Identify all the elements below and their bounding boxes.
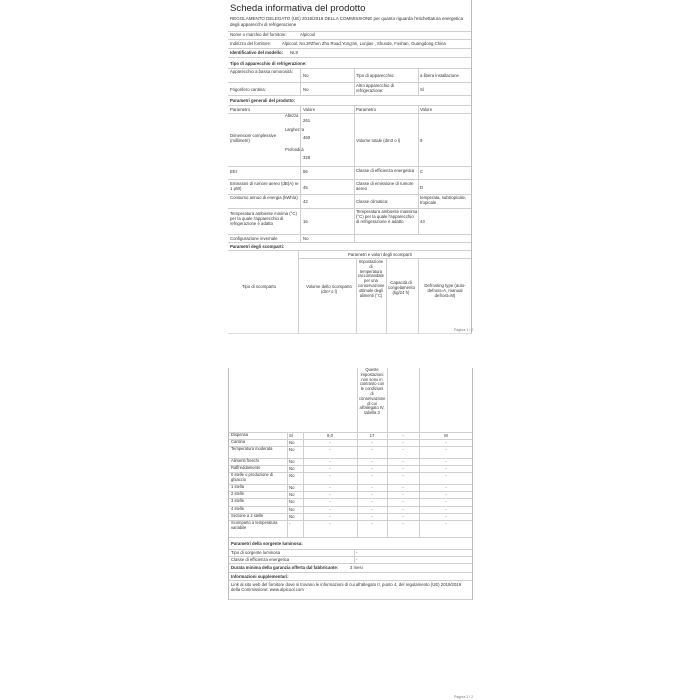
width-label: Larghezza [285, 127, 305, 132]
compartment-temp-cell: - [371, 485, 373, 490]
compartment-volume-cell: - [329, 440, 331, 445]
compartment-defrost-cell: - [445, 440, 447, 445]
compartment-temp-cell: - [371, 514, 373, 519]
wine-label: Frigorifero cantina: [230, 87, 266, 92]
compartment-defrost-cell: - [445, 466, 447, 471]
compartment-defrost-cell: - [445, 514, 447, 519]
compartment-volume-cell: - [329, 521, 331, 526]
compartment-volume-cell: - [329, 485, 331, 490]
height-value: 261 [303, 118, 311, 123]
defrost-header: Defrosting type (auto-defrost=A, manual defrost=M) [424, 283, 466, 299]
max-temp-label: Temperatura ambiente massima (°C) per la quale l'apparecchio di refrigerazione è adatto [356, 209, 418, 225]
compartment-present-cell: - [289, 521, 291, 526]
compartment-present-cell: No [289, 485, 295, 490]
compartment-temp-cell: - [371, 459, 373, 464]
page-2 [228, 368, 473, 600]
energy-class-value: C [420, 169, 424, 174]
supplier-name-value: Alpicool [300, 32, 316, 37]
consumption-value: 42 [303, 199, 308, 204]
volume-label: Volume totale (dm3 o l) [356, 138, 401, 143]
design-label: Tipo di apparecchio: [356, 73, 395, 78]
freeze-header: Capacità di congelamento (kg/24 h) [388, 280, 415, 296]
temp-header-cont: Queste impostazioni non sono in contrasto con le condizioni di conservazione di cui all'allegato IV, tabella 3 [359, 367, 386, 416]
compartment-name-cell: Cantina [231, 439, 246, 444]
compartment-temp-cell: - [371, 521, 373, 526]
max-temp-value: 43 [420, 219, 425, 224]
other-label: Altro apparecchio di refrigerazione: [356, 83, 394, 94]
compartment-name-cell: 3 stelle [231, 498, 244, 503]
col-param-2: Parametro [356, 107, 377, 112]
eei-label: EEI [230, 169, 237, 174]
compartments-subheading: Parametri e valori degli scomparti [348, 252, 412, 257]
compartment-name-cell: Temperatura moderata [231, 446, 273, 451]
winter-value: No [303, 236, 309, 241]
light-class-label: Classe di efficienza energetica [231, 557, 290, 562]
other-value: Sì [420, 87, 425, 92]
design-value: a libera installazione [420, 73, 459, 78]
low-noise-value: No [303, 73, 309, 78]
noise-label: Emissioni di rumore aereo (dB(A) re 1 pW) [230, 181, 299, 192]
compartment-volume-cell: - [329, 473, 331, 478]
width-value: 460 [303, 135, 311, 140]
compartment-present-cell: No [289, 492, 295, 497]
eei-value: 56 [303, 169, 308, 174]
min-temp-label: Temperatura ambiente minima (°C) per la quale l'apparecchio di refrigerazione è adatto [230, 211, 297, 227]
compartment-present-cell: No [289, 440, 295, 445]
volume-value: 9 [420, 138, 423, 143]
compartment-present-cell: No [289, 473, 295, 478]
noise-class-value: D [420, 185, 424, 190]
col-value-2: Valore [420, 107, 433, 112]
compartment-temp-cell: 17 [369, 433, 375, 438]
compartment-name-cell: Sezione a 2 stelle [231, 513, 264, 518]
compartment-defrost-cell: - [445, 473, 447, 478]
model-value: NL9 [290, 50, 298, 55]
page-number-2: Pagina 2 / 2 [454, 695, 474, 699]
compartment-temp-cell: - [371, 507, 373, 512]
compartment-name-cell: Dispensa [231, 432, 249, 437]
climate-value: temperata, subtropicale, tropicale [420, 195, 467, 206]
compartment-temp-cell: - [371, 466, 373, 471]
compartment-volume-cell: - [329, 459, 331, 464]
supplier-website-link[interactable]: www.alpicool.com [269, 587, 304, 593]
height-label: Altezza [285, 113, 299, 118]
energy-class-label: Classe di efficienza energetica [356, 168, 415, 173]
compartment-name-cell: Scomparto a temperatura variabile [231, 520, 278, 530]
light-type-label: Tipo di sorgente luminosa [231, 550, 281, 555]
compartment-volume-cell: 9,0 [327, 433, 333, 438]
compartment-volume-cell: - [329, 492, 331, 497]
compartment-temp-cell: - [371, 440, 373, 445]
min-temp-value: 16 [303, 219, 308, 224]
compartment-name-cell: Raffreddamento [231, 465, 261, 470]
light-class-value: - [356, 557, 358, 562]
noise-value: 45 [303, 185, 308, 190]
compartment-freeze-cell: - [402, 499, 404, 504]
model-label: Identificativo del modello: [230, 50, 283, 55]
additional-text: Link al sito web del fornitore dove si trovano le informazioni di cui all'allegato II, punto 4, del regolamento (UE) 2019/2019 della Commissione: www.alpicool.com [231, 582, 462, 593]
supplier-address-value: Alpicool, No.3#Zhen Zhu Road,Yong'an, Lunjiao , Shunde, Foshan, Guangdong,China [282, 41, 446, 46]
light-heading: Parametri della sorgente luminosa: [231, 541, 303, 546]
compartment-present-cell: No [289, 507, 295, 512]
supplier-address-label: Indirizzo del fornitore: [230, 41, 272, 46]
compartment-defrost-cell: - [445, 492, 447, 497]
page-number-1: Pagina 1 / 2 [454, 328, 474, 332]
compartment-freeze-cell: - [402, 507, 404, 512]
compartment-defrost-cell: - [445, 459, 447, 464]
compartment-freeze-cell: - [402, 485, 404, 490]
guarantee-value: 3 mesi [350, 565, 363, 570]
regulation-text: REGOLAMENTO DELEGATO (UE) 2019/2016 DELLA COMMISSIONE per quanto riguarda l'etichettatura energetica degli apparecchi di refrigerazione [230, 16, 463, 27]
compartment-name-cell: 2 stelle [231, 491, 244, 496]
compartment-defrost-cell: M [444, 433, 448, 438]
compartment-freeze-cell: - [402, 521, 404, 526]
depth-label: Profondità [285, 147, 304, 152]
compartment-freeze-cell: - [402, 473, 404, 478]
compartment-freeze-cell: - [402, 492, 404, 497]
compartment-freeze-cell: - [402, 514, 404, 519]
low-noise-label: Apparecchio a bassa rumorosità: [230, 69, 293, 74]
type-header: Tipo di scomparto [242, 284, 276, 289]
compartment-name-cell: 0 stelle o produzione di ghiaccio [231, 472, 274, 482]
compartment-present-cell: No [289, 447, 295, 452]
dimensions-label: Dimensioni complessive (millimetri) [230, 133, 277, 144]
compartment-volume-cell: - [329, 447, 331, 452]
col-param-1: Parametro [230, 107, 251, 112]
compartment-present-cell: No [289, 459, 295, 464]
compartment-freeze-cell: - [402, 466, 404, 471]
compartment-present-cell: No [289, 466, 295, 471]
additional-heading: Informazioni supplementari: [231, 574, 289, 579]
volume-header: Volume dello scomparto (dm³ o l) [306, 284, 352, 295]
supplier-name-label: Nome o marchio del fornitore: [230, 32, 287, 37]
compartment-defrost-cell: - [445, 447, 447, 452]
compartment-volume-cell: - [329, 514, 331, 519]
compartment-present-cell: Sì [289, 433, 294, 438]
compartment-freeze-cell: - [402, 433, 404, 438]
compartments-heading: Parametri degli scomparti: [230, 244, 285, 249]
compartment-freeze-cell: - [402, 459, 404, 464]
compartment-temp-cell: - [371, 447, 373, 452]
compartment-name-cell: 4 stelle [231, 506, 244, 511]
compartment-temp-cell: - [371, 492, 373, 497]
appliance-type-heading: Tipo di apparecchio di refrigerazione: [230, 61, 307, 66]
compartment-defrost-cell: - [445, 507, 447, 512]
compartment-temp-cell: - [371, 499, 373, 504]
compartment-defrost-cell: - [445, 521, 447, 526]
compartment-volume-cell: - [329, 499, 331, 504]
compartment-volume-cell: - [329, 466, 331, 471]
col-value-1: Valore [303, 107, 316, 112]
depth-value: 328 [303, 155, 311, 160]
document-title: Scheda informativa del prodotto [230, 3, 366, 14]
compartment-name-cell: 1 stella [231, 484, 244, 489]
compartment-present-cell: No [289, 514, 295, 519]
page-1 [228, 0, 472, 334]
consumption-label: Consumo annuo di energia (kWh/a) [230, 195, 298, 200]
noise-class-label: Classe di emissione di rumore aereo [356, 181, 414, 192]
compartment-volume-cell: - [329, 507, 331, 512]
climate-label: Classe climatica: [356, 199, 389, 204]
compartment-name-cell: Alimenti freschi [231, 458, 259, 463]
compartment-defrost-cell: - [445, 499, 447, 504]
compartment-defrost-cell: - [445, 485, 447, 490]
compartment-temp-cell: - [371, 473, 373, 478]
compartment-present-cell: No [289, 499, 295, 504]
compartment-freeze-cell: - [402, 447, 404, 452]
guarantee-label: Durata minima della garanzia offerta dal fabbricante: [231, 565, 339, 570]
wine-value: No [303, 87, 309, 92]
winter-label: Configurazione invernale [230, 236, 278, 241]
general-heading: Parametri generali del prodotto: [230, 98, 296, 103]
light-type-value: - [356, 550, 358, 555]
temp-header: Impostazione di temperatura raccomandate per una conservazione ottimale degli alimenti (°C) [358, 259, 385, 298]
compartment-freeze-cell: - [402, 440, 404, 445]
